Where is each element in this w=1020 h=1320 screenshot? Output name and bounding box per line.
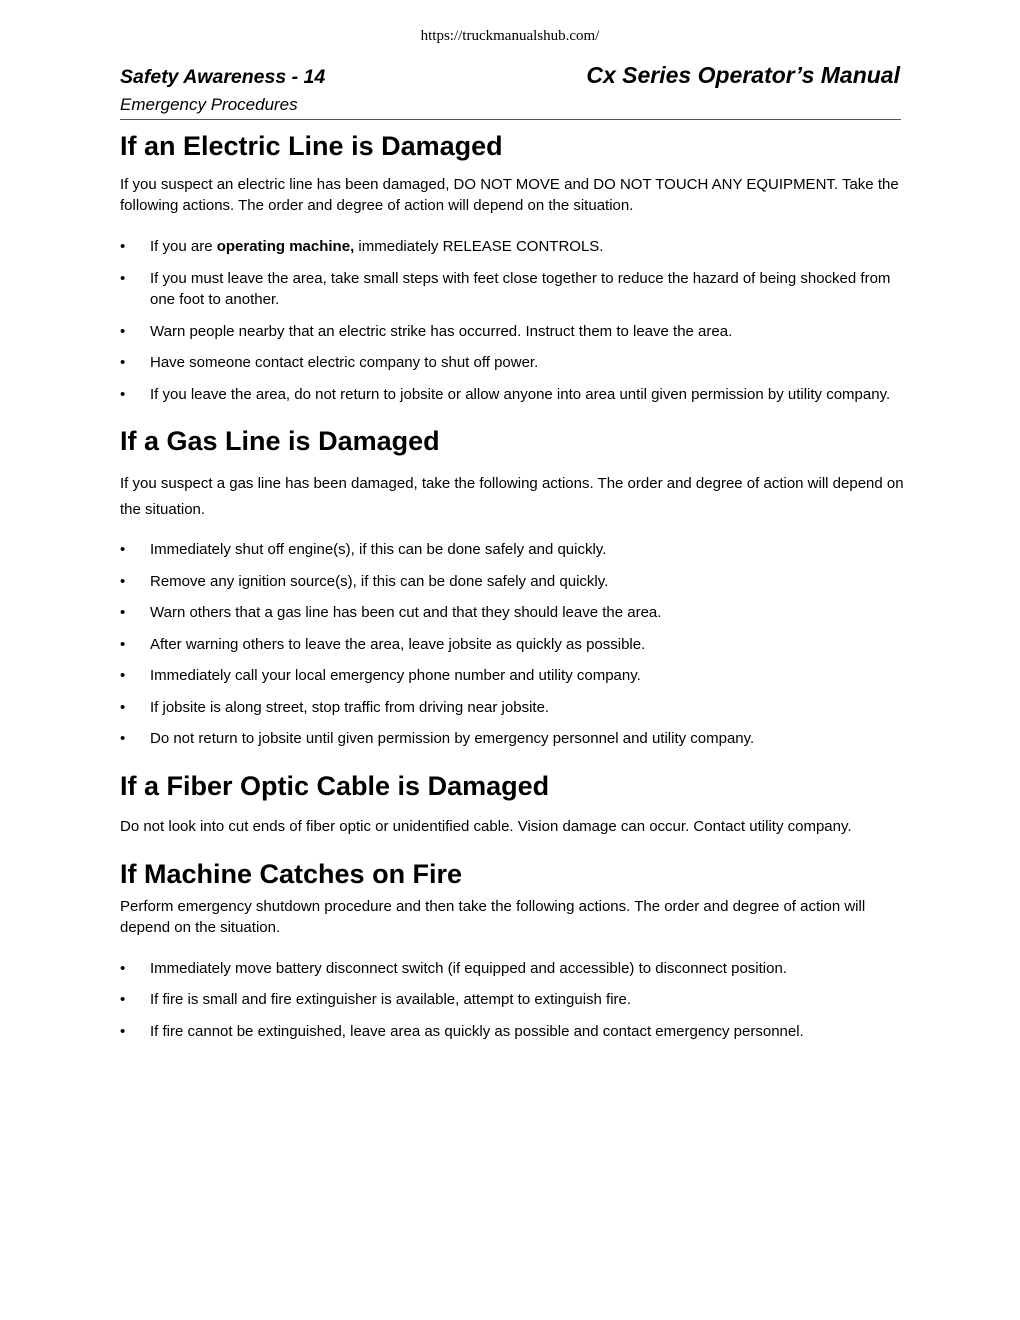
source-url: https://truckmanualshub.com/ xyxy=(420,28,600,44)
list-item xyxy=(120,989,910,1011)
machine-fire-list xyxy=(120,958,910,1043)
fiber-optic-heading: If a Fiber Optic Cable is Damaged xyxy=(120,770,550,801)
list-item xyxy=(120,602,910,624)
bullet-text: Warn people nearby that an electric strike has occurred. Instruct them to leave the area. xyxy=(150,322,733,340)
bullet-icon: • xyxy=(120,604,126,621)
bullet-text: Immediately move battery disconnect switch (if equipped and accessible) to disconnect position. xyxy=(150,959,787,977)
page-content xyxy=(120,128,910,1042)
bullet-text: After warning others to leave the area, leave jobsite as quickly as possible. xyxy=(150,635,646,653)
bullet-text: If you leave the area, do not return to jobsite or allow anyone into area until given permission by utility company. xyxy=(150,385,891,403)
bullet-text: If fire cannot be extinguished, leave area as quickly as possible and contact emergency personnel. xyxy=(150,1022,804,1040)
list-item xyxy=(120,321,910,343)
bullet-text: Warn others that a gas line has been cut and that they should leave the area. xyxy=(150,604,662,621)
list-item xyxy=(120,634,910,656)
list-item xyxy=(120,665,910,687)
electric-line-heading: If an Electric Line is Damaged xyxy=(120,131,503,161)
list-item xyxy=(120,728,910,750)
gas-line-list xyxy=(120,539,910,750)
bullet-icon: • xyxy=(120,238,126,255)
bullet-icon: • xyxy=(120,698,126,716)
section-title: Safety Awareness - 14 xyxy=(120,66,326,88)
gas-line-section xyxy=(120,423,910,750)
bullet-icon: • xyxy=(120,959,126,977)
bullet-text: Do not return to jobsite until given permission by emergency personnel and utility company. xyxy=(150,730,755,747)
bullet-icon: • xyxy=(120,667,126,684)
header-row xyxy=(120,62,900,89)
list-item xyxy=(120,384,910,406)
electric-line-intro: If you suspect an electric line has been damaged, DO NOT MOVE and DO NOT TOUCH ANY EQUIPMENT. Take the following actions. The order and degree of action will depend on the situation. xyxy=(120,176,899,214)
bullet-text: Immediately shut off engine(s), if this can be done safely and quickly. xyxy=(150,541,607,558)
list-item xyxy=(120,352,910,374)
bullet-text-pre: If you are xyxy=(150,238,217,255)
fiber-optic-section xyxy=(120,768,910,840)
bullet-icon: • xyxy=(120,635,126,653)
bullet-text: Remove any ignition source(s), if this can be done safely and quickly. xyxy=(150,572,609,590)
list-item xyxy=(120,539,910,561)
electric-line-section xyxy=(120,128,910,405)
machine-fire-section xyxy=(120,856,910,1043)
bullet-text: If jobsite is along street, stop traffic from driving near jobsite. xyxy=(150,698,550,716)
machine-fire-heading: If Machine Catches on Fire xyxy=(120,858,463,889)
bullet-icon: • xyxy=(120,541,126,558)
list-item xyxy=(120,268,910,311)
bullet-icon: • xyxy=(120,269,126,287)
bullet-text-bold: operating machine, xyxy=(216,238,355,255)
bullet-icon: • xyxy=(120,385,126,403)
bullet-icon: • xyxy=(120,354,126,371)
bullet-icon: • xyxy=(120,1022,126,1040)
manual-title: Cx Series Operator’s Manual xyxy=(586,62,900,88)
bullet-text: If you must leave the area, take small steps with feet close together to reduce the hazard of being shocked from one foot to another. xyxy=(150,269,891,308)
electric-line-list xyxy=(120,236,910,405)
bullet-text: Have someone contact electric company to shut off power. xyxy=(150,354,539,371)
bullet-text-post: immediately RELEASE CONTROLS. xyxy=(354,238,604,255)
list-item xyxy=(120,236,910,258)
list-item xyxy=(120,571,910,593)
bullet-icon: • xyxy=(120,730,126,747)
list-item xyxy=(120,958,910,980)
fiber-optic-intro: Do not look into cut ends of fiber optic or unidentified cable. Vision damage can occur. Contact utility company. xyxy=(120,817,852,835)
list-item xyxy=(120,697,910,719)
bullet-text: If fire is small and fire extinguisher is available, attempt to extinguish fire. xyxy=(150,991,632,1008)
gas-line-heading: If a Gas Line is Damaged xyxy=(120,426,440,456)
page-header xyxy=(120,62,900,115)
machine-fire-intro: Perform emergency shutdown procedure and then take the following actions. The order and degree of action will depend on the situation. xyxy=(120,897,866,936)
bullet-icon: • xyxy=(120,991,126,1008)
gas-line-intro: If you suspect a gas line has been damaged, take the following actions. The order and degree of action will depend on the situation. xyxy=(120,475,904,518)
list-item xyxy=(120,1021,910,1043)
bullet-icon: • xyxy=(120,572,126,590)
bullet-icon: • xyxy=(120,322,126,340)
bullet-text: Immediately call your local emergency phone number and utility company. xyxy=(150,667,641,684)
header-divider xyxy=(120,119,901,120)
subsection-title: Emergency Procedures xyxy=(120,95,298,114)
